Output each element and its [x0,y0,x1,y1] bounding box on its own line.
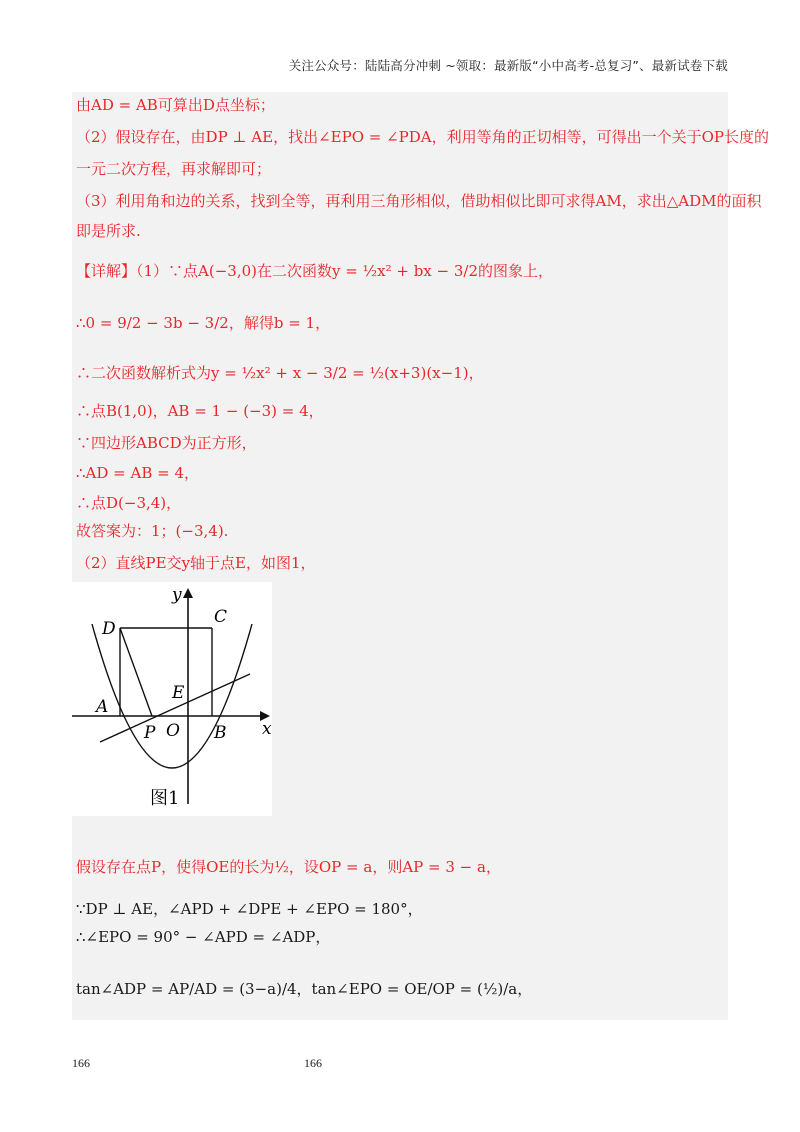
y-axis-arrow [183,588,193,598]
line-10-text: ∵四边形ABCD为正方形， [76,434,257,452]
line-2-text: （2）假设存在，由DP ⊥ AE，找出∠EPO = ∠PDA，利用等角的正切相等，可得出一个关于OP长度的 [76,128,770,146]
text-line-15 [76,856,724,878]
text-line-17 [76,926,724,948]
line-11-text: ∴AD = AB = 4， [76,464,200,482]
line-18-text: tan∠ADP = AP/AD = (3−a)/4，tan∠EPO = OE/OP = (½)/a， [76,980,533,998]
label-b: B [214,723,227,743]
text-line-6 [76,260,724,282]
line-6-text: 【详解】（1）∵点A(−3,0)在二次函数y = ½x² + bx − 3/2的图象上， [76,262,554,280]
line-1-text: 由AD = AB可算出D点坐标； [76,96,275,114]
solution-panel [72,92,770,1020]
segment-dp [120,628,152,716]
text-line-10 [76,432,724,454]
label-e: E [172,683,185,703]
figure-1 [72,582,272,816]
line-9-text: ∴点B(1,0)，AB = 1 − (−3) = 4， [76,402,324,420]
line-8-text: ∴二次函数解析式为y = ½x² + x − 3/2 = ½(x+3)(x−1)， [76,364,484,382]
text-line-5 [76,220,724,242]
text-line-7 [76,312,724,334]
label-o: O [166,721,180,741]
figure-caption: 图1 [150,788,180,809]
text-line-3 [76,158,724,180]
line-5-text: 即是所求. [76,222,141,240]
label-x: x [262,719,272,739]
text-line-16 [76,898,724,920]
label-p: P [144,723,156,743]
line-3-text: 一元二次方程，再求解即可； [76,160,272,178]
line-14-text: （2）直线PE交y轴于点E，如图1， [76,554,316,572]
label-c: C [214,607,228,627]
line-4-text: （3）利用角和边的关系，找到全等，再利用三角形相似，借助相似比即可求得AM，求出△ADM的面积 [76,192,762,210]
footer-page-number-left: 166 [72,1056,90,1070]
page-header: 关注公众号：陆陆高分冲刺 ~领取：最新版“小中高考-总复习”、最新试卷下载 [288,58,728,73]
label-a: A [96,697,109,717]
text-line-14 [76,552,724,574]
line-7-text: ∴0 = 9/2 − 3b − 3/2，解得b = 1， [76,314,331,332]
text-line-13 [76,520,724,542]
text-line-12 [76,492,724,514]
line-13-text: 故答案为：1；(−3,4). [76,522,229,540]
label-d: D [102,619,116,639]
label-y: y [172,585,182,605]
line-15-text: 假设存在点P，使得OE的长为½，设OP = a，则AP = 3 − a， [76,858,501,876]
line-16-text: ∵DP ⊥ AE，∠APD + ∠DPE + ∠EPO = 180°， [76,900,423,918]
line-12-text: ∴点D(−3,4)， [76,494,182,512]
line-17-text: ∴∠EPO = 90° − ∠APD = ∠ADP， [76,928,331,946]
text-line-9 [76,400,724,422]
figure-1-diagram [72,582,272,816]
text-line-4 [76,190,762,212]
text-line-1 [76,94,724,116]
text-line-18 [76,978,724,1000]
text-line-11 [76,462,724,484]
footer-page-number-center: 166 [304,1056,322,1070]
text-line-2 [76,126,770,148]
text-line-8 [76,362,724,384]
